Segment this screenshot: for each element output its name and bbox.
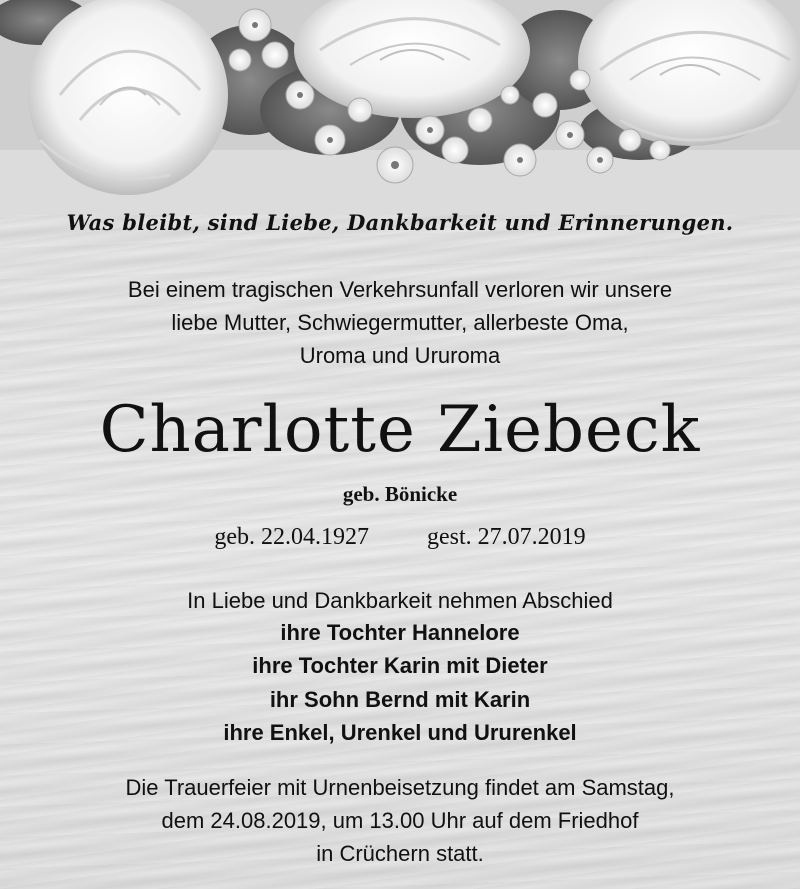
life-dates <box>0 524 800 551</box>
mourner-line: ihre Tochter Hannelore <box>280 620 520 645</box>
death-date: gest. 27.07.2019 <box>426 524 586 550</box>
funeral-line-2: dem 24.08.2019, um 13.00 Uhr auf dem Friedhof <box>161 808 639 833</box>
funeral-line-1: Die Trauerfeier mit Urnenbeisetzung findet am Samstag, <box>125 775 675 800</box>
motto: Was bleibt, sind Liebe, Dankbarkeit und Erinnerungen. <box>66 210 734 235</box>
funeral-line-3: in Crüchern statt. <box>316 841 484 866</box>
birth-date: geb. 22.04.1927 <box>214 524 369 550</box>
mourner-line: ihr Sohn Bernd mit Karin <box>269 687 531 712</box>
intro-line-2: liebe Mutter, Schwiegermutter, allerbeste Oma, <box>171 310 629 335</box>
intro-line-1: Bei einem tragischen Verkehrsunfall verloren wir unsere <box>127 277 673 302</box>
intro-line-3: Uroma und Ururoma <box>299 343 501 368</box>
deceased-name: Charlotte Ziebeck <box>99 393 701 467</box>
maiden-name: geb. Bönicke <box>342 482 458 506</box>
mourner-line: ihre Enkel, Urenkel und Ururenkel <box>223 720 577 745</box>
mourner-line: ihre Tochter Karin mit Dieter <box>252 653 548 678</box>
farewell-intro: In Liebe und Dankbarkeit nehmen Abschied <box>187 588 613 613</box>
